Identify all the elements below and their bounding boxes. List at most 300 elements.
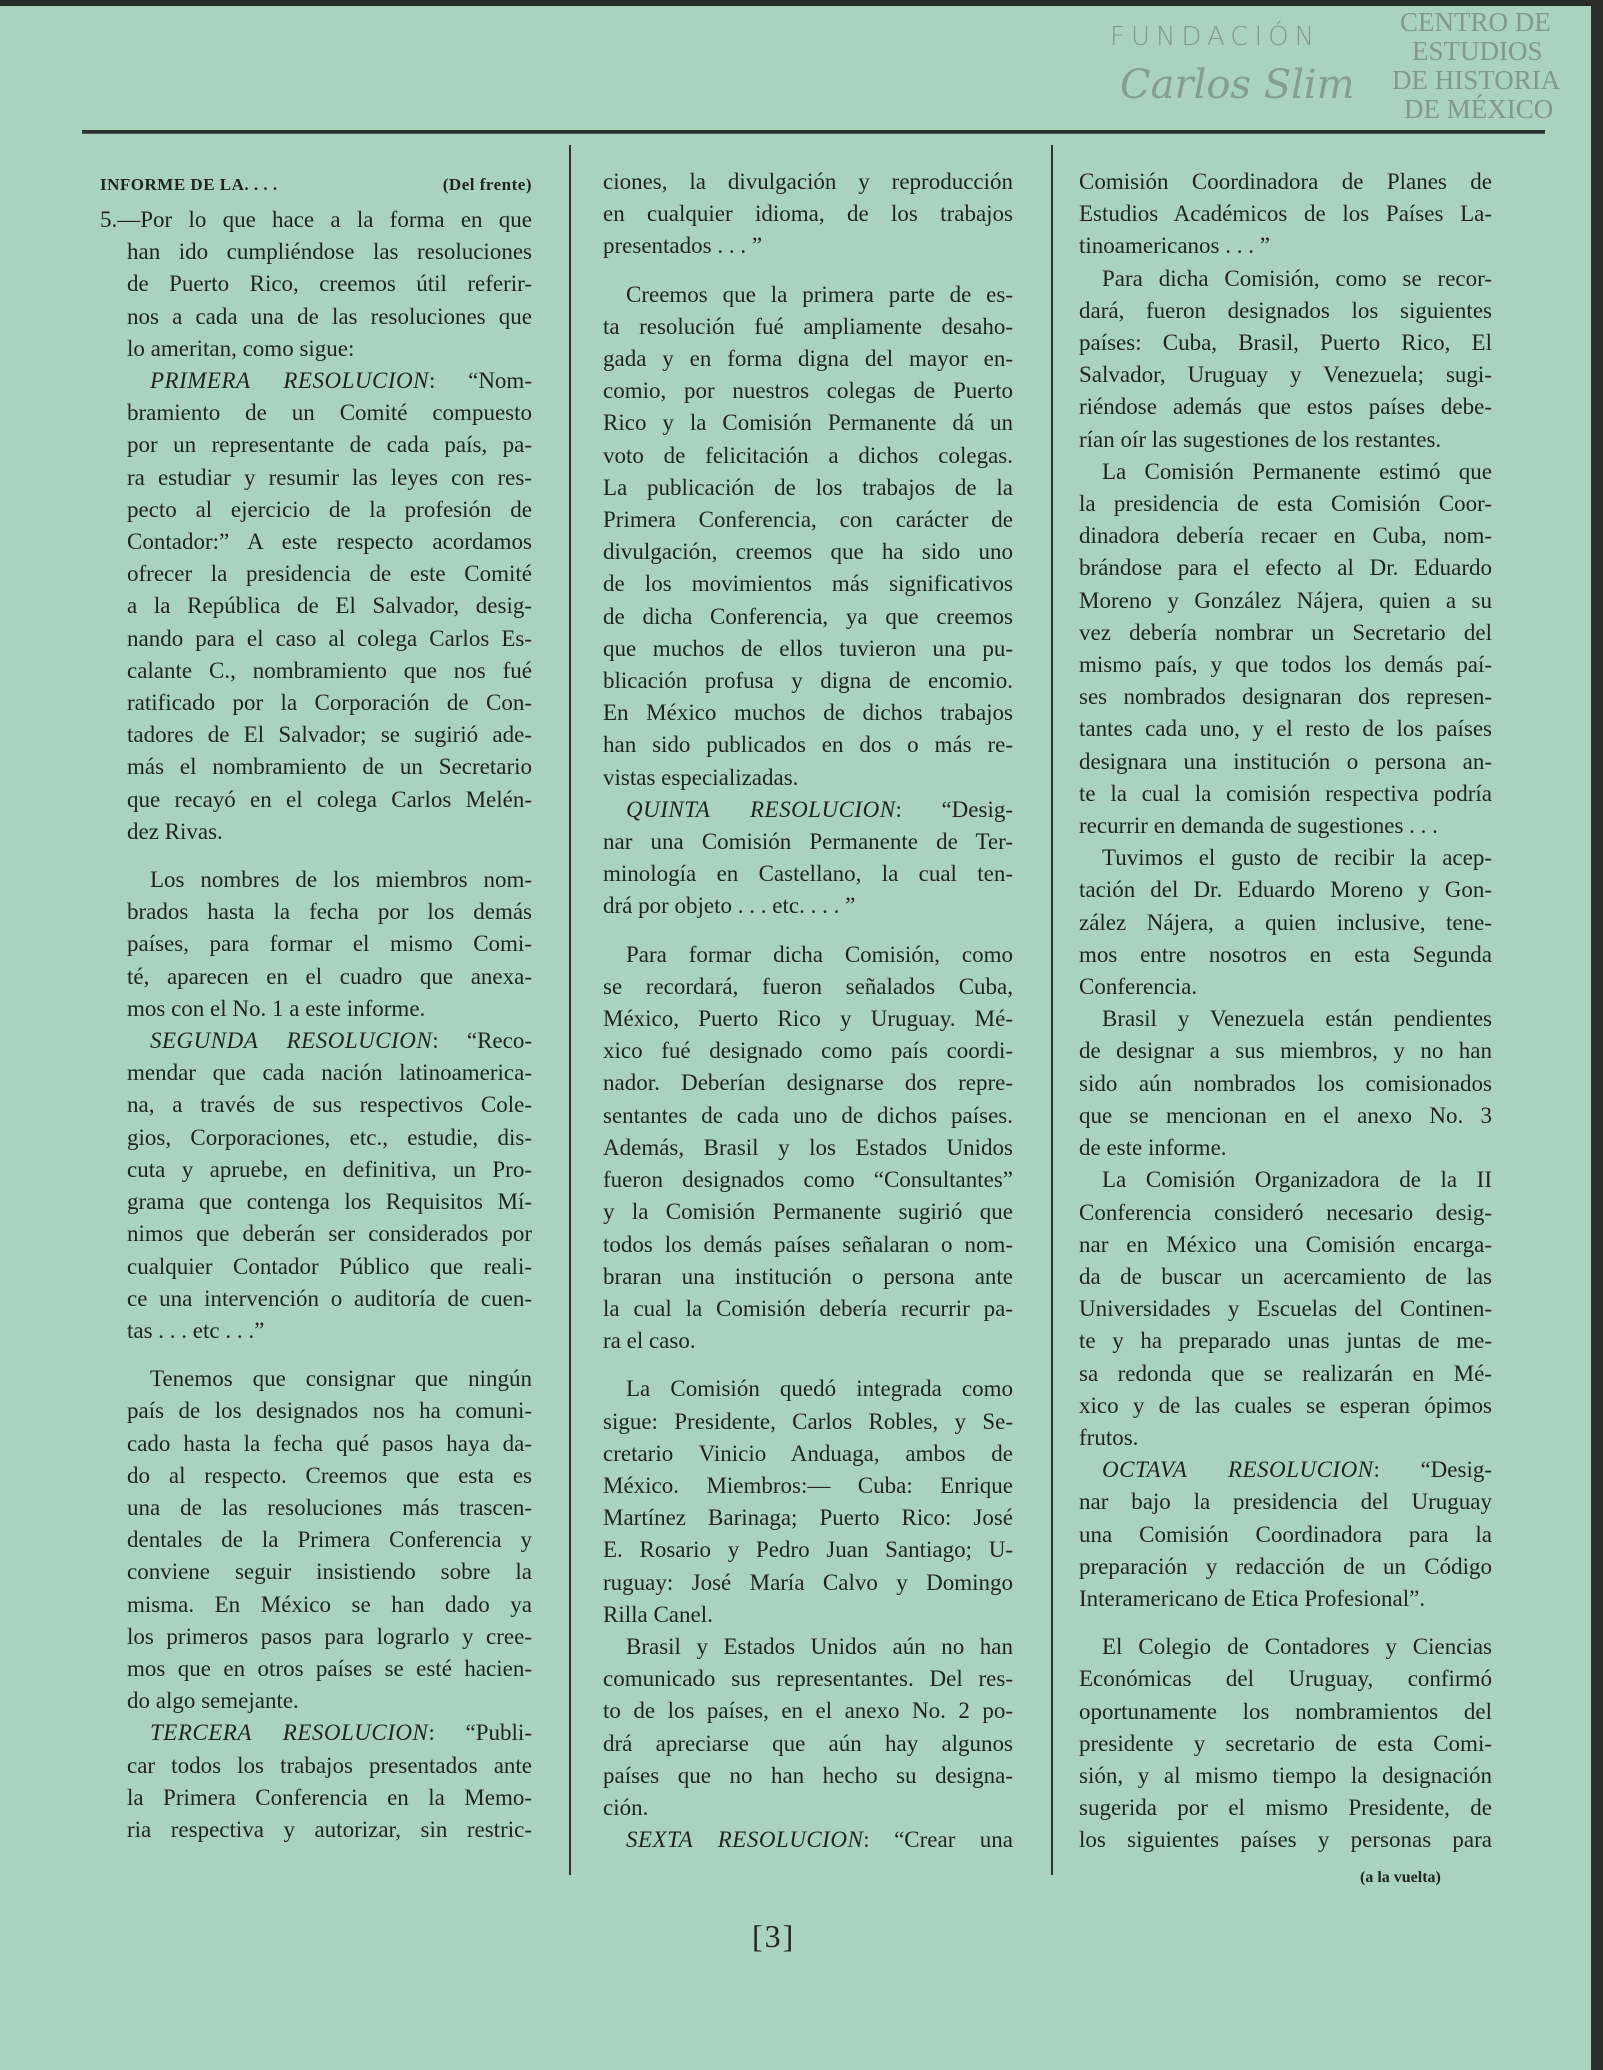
line-text: sentantes de cada uno de dichos países. [603, 1102, 1013, 1128]
text-line [603, 1100, 1013, 1132]
text-line [127, 1363, 532, 1395]
line-text: Tuvimos el gusto de recibir la acep- [1102, 845, 1492, 871]
line-text: tación del Dr. Eduardo Moreno y Gon- [1079, 877, 1492, 903]
line-text: una Comisión Coordinadora para la [1079, 1521, 1492, 1547]
line-text: México, Puerto Rico y Uruguay. Mé- [603, 1006, 1013, 1032]
text-line [603, 971, 1013, 1003]
text-line [1079, 166, 1492, 198]
header-title: INFORME DE LA. . . . [100, 175, 278, 194]
text-line [1079, 971, 1492, 1003]
text-line [603, 198, 1013, 230]
line-text: países, para formar el mismo Comi- [127, 931, 532, 957]
header-rule [82, 130, 1545, 134]
line-text: una de las resoluciones más trascen- [127, 1494, 532, 1520]
line-text: nador. Deberían designarse dos repre- [603, 1070, 1013, 1096]
text-line [603, 1196, 1013, 1228]
paragraph [1079, 456, 1492, 842]
line-text: que recayó en el colega Carlos Melén- [127, 786, 532, 812]
scan-edge [1591, 0, 1603, 2070]
line-text: to de los países, en el anexo No. 2 po- [603, 1698, 1013, 1724]
watermark-line: CENTRO DE [1400, 7, 1551, 37]
text-line [603, 762, 1013, 794]
line-text: Martínez Barinaga; Puerto Rico: José [603, 1505, 1013, 1531]
text-line [603, 1261, 1013, 1293]
line-text: Salvador, Uruguay y Venezuela; sugi- [1079, 362, 1492, 388]
paragraph [603, 939, 1013, 1358]
paragraph [1079, 1454, 1492, 1615]
line-text: Rico y la Comisión Permanente dá un [603, 410, 1013, 436]
text-line [127, 993, 532, 1025]
line-text: mos entre nosotros en esta Segunda [1079, 941, 1492, 967]
line-text: ción. [603, 1794, 649, 1820]
line-text: Moreno y González Nájera, quien a su [1079, 587, 1492, 613]
paragraph [1079, 1631, 1492, 1856]
line-text: todos los demás países señalaran o nom- [603, 1231, 1013, 1257]
line-text: frutos. [1079, 1424, 1139, 1450]
line-text: de este informe. [1079, 1135, 1227, 1161]
text-line [1079, 1696, 1492, 1728]
text-line [1079, 295, 1492, 327]
text-line [1079, 1631, 1492, 1663]
text-line [603, 1792, 1013, 1824]
paragraph [603, 1373, 1013, 1631]
text-line [1079, 552, 1492, 584]
text-line [127, 751, 532, 783]
paragraph [603, 1824, 1013, 1856]
line-text: han sido publicados en dos o más re- [603, 732, 1013, 758]
text-line [603, 1067, 1013, 1099]
text-line [1079, 681, 1492, 713]
text-line [1079, 939, 1492, 971]
text-line [1079, 1486, 1492, 1518]
line-text: comio, por nuestros colegas de Puerto [603, 378, 1013, 404]
page-number: [3] [752, 1918, 796, 1954]
watermark-line: DE MÉXICO [1404, 94, 1554, 124]
paragraph [1079, 263, 1492, 456]
column-3 [1079, 166, 1492, 1857]
text-line [1079, 1824, 1492, 1856]
line-text: que se mencionan en el anexo No. 3 [1079, 1102, 1492, 1128]
text-line [1079, 907, 1492, 939]
text-line [1079, 1325, 1492, 1357]
resolution-heading: SEGUNDA RESOLUCION [150, 1028, 433, 1054]
paragraph [127, 365, 532, 848]
text-line [127, 1186, 532, 1218]
text-line [127, 1025, 532, 1057]
line-text: ofrecer la presidencia de este Comité [127, 561, 532, 587]
text-line [127, 1395, 532, 1427]
column-2 [603, 166, 1013, 1856]
line-text: gios, Corporaciones, etc., estudie, dis- [127, 1124, 532, 1150]
line-text: ta resolución fué ampliamente desaho- [603, 313, 1013, 339]
text-line [603, 440, 1013, 472]
text-line [603, 407, 1013, 439]
text-line [127, 1524, 532, 1556]
line-text: blicación profusa y digna de encomio. [603, 668, 1013, 694]
line-text: países que no han hecho su designa- [603, 1762, 1013, 1788]
line-text: do al respecto. Creemos que esta es [127, 1462, 532, 1488]
line-text: mismo país, y que todos los demás paí- [1079, 652, 1492, 678]
paragraph [1079, 1164, 1492, 1454]
line-text: Primera Conferencia, con carácter de [603, 507, 1013, 533]
text-line [127, 1814, 532, 1846]
line-text: te y ha preparado unas juntas de me- [1079, 1328, 1492, 1354]
line-text: más el nombramiento de un Secretario [127, 754, 532, 780]
text-line [1079, 713, 1492, 745]
resolution-heading: PRIMERA RESOLUCION [150, 368, 429, 394]
scan-edge [0, 0, 1603, 6]
line-text: fueron designados como “Consultantes” [603, 1167, 1013, 1193]
line-text: comunicado sus representantes. Del res- [603, 1666, 1013, 1692]
text-line [1079, 1261, 1492, 1293]
line-text: países: Cuba, Brasil, Puerto Rico, El [1079, 330, 1492, 356]
line-text: tas . . . etc . . .” [127, 1317, 265, 1343]
line-text: : “Desig- [1373, 1457, 1492, 1483]
paragraph [100, 204, 532, 365]
line-text: ciones, la divulgación y reproducción [603, 169, 1013, 194]
text-line [603, 166, 1013, 198]
text-line [1079, 520, 1492, 552]
text-line [1079, 230, 1492, 262]
paragraph [603, 166, 1013, 263]
text-line [1079, 649, 1492, 681]
text-line [127, 1685, 532, 1717]
line-text: ra el caso. [603, 1328, 696, 1354]
line-text: Tenemos que consignar que ningún [150, 1366, 532, 1392]
line-text: nimos que deberán ser considerados por [127, 1221, 532, 1247]
line-text: misma. En México se han dado ya [127, 1591, 532, 1617]
line-text: brados hasta la fecha por los demás [127, 899, 532, 925]
text-line [127, 268, 532, 300]
line-text: tinoamericanos . . . ” [1079, 233, 1270, 259]
text-line [127, 961, 532, 993]
line-text: nando para el caso al colega Carlos Es- [127, 625, 532, 651]
text-line [127, 462, 532, 494]
text-line [603, 1567, 1013, 1599]
line-text: sión, y al mismo tiempo la designación [1079, 1762, 1492, 1788]
line-text: han ido cumpliéndose las resoluciones [127, 239, 532, 265]
line-text: xico fué designado como país coordi- [603, 1038, 1013, 1064]
paragraph [1079, 1003, 1492, 1164]
line-text: por un representante de cada país, pa- [127, 432, 532, 458]
text-line [127, 1428, 532, 1460]
text-line [603, 1663, 1013, 1695]
line-text: nar en México una Comisión encarga- [1079, 1231, 1492, 1257]
text-line [1079, 198, 1492, 230]
line-text: Universidades y Escuelas del Continen- [1079, 1296, 1492, 1322]
text-line [603, 890, 1013, 922]
text-line [1079, 1132, 1492, 1164]
text-line [603, 1824, 1013, 1856]
line-text: sugerida por el mismo Presidente, de [1079, 1795, 1492, 1821]
line-text: xico y de las cuales se esperan ópimos [1079, 1392, 1492, 1418]
line-text: drá apreciarse que aún hay algunos [603, 1730, 1013, 1756]
text-line [603, 311, 1013, 343]
line-text: de dicha Conferencia, ya que creemos [603, 603, 1013, 629]
line-text: sido aún nombrados los comisionados [1079, 1070, 1492, 1096]
line-text: riéndose además que estos países debe- [1079, 394, 1492, 420]
text-line [1079, 1454, 1492, 1486]
line-text: La Comisión quedó integrada como [626, 1376, 1013, 1402]
line-text: La publicación de los trabajos de la [603, 474, 1013, 500]
column-1 [100, 166, 532, 1846]
line-text: y la Comisión Permanente sugirió que [603, 1199, 1013, 1225]
line-text: : “Reco- [432, 1028, 532, 1054]
text-line [1079, 359, 1492, 391]
text-line [127, 864, 532, 896]
text-line [603, 536, 1013, 568]
text-line [1079, 1003, 1492, 1035]
text-line [127, 1717, 532, 1749]
text-line [603, 504, 1013, 536]
line-text: Creemos que la primera parte de es- [626, 281, 1013, 307]
text-line [603, 858, 1013, 890]
paragraph [127, 1363, 532, 1717]
line-text: en cualquier idioma, de los trabajos [603, 201, 1013, 227]
text-line [603, 601, 1013, 633]
text-line [1079, 1792, 1492, 1824]
line-text: pecto al ejercicio de la profesión de [127, 496, 532, 522]
text-line [1079, 1358, 1492, 1390]
text-line [1079, 874, 1492, 906]
text-line [127, 1251, 532, 1283]
resolution-heading: OCTAVA RESOLUCION [1102, 1457, 1374, 1483]
line-text: braran una institución o persona ante [603, 1263, 1013, 1289]
header-from-front: (Del frente) [442, 175, 532, 194]
text-line [1079, 263, 1492, 295]
text-line [603, 1325, 1013, 1357]
line-text: ruguay: José María Calvo y Domingo [603, 1569, 1013, 1595]
text-line [1079, 391, 1492, 423]
line-text: a la República de El Salvador, desig- [127, 593, 532, 619]
text-line [127, 896, 532, 928]
text-line [1079, 1519, 1492, 1551]
text-line [127, 590, 532, 622]
line-text: Económicas del Uruguay, confirmó [1079, 1666, 1492, 1692]
line-text: cuta y apruebe, en definitiva, un Pro- [127, 1156, 532, 1182]
line-text: grama que contenga los Requisitos Mí- [127, 1189, 532, 1215]
line-text: los siguientes países y personas para [1079, 1827, 1492, 1853]
text-line [1079, 1197, 1492, 1229]
text-line [127, 1492, 532, 1524]
line-text: Para formar dicha Comisión, como [626, 941, 1013, 967]
line-text: 5.—Por lo que hace a la forma en que [100, 207, 532, 232]
line-text: la presidencia de esta Comisión Coor- [1079, 491, 1492, 517]
text-line [1079, 1583, 1492, 1615]
text-line [1079, 1760, 1492, 1792]
column-divider [569, 145, 571, 1875]
text-line [1079, 1164, 1492, 1196]
text-line [1079, 1390, 1492, 1422]
line-text: oportunamente los nombramientos del [1079, 1698, 1492, 1724]
text-line [1079, 778, 1492, 810]
line-text: : “Publi- [428, 1720, 532, 1746]
text-line [1079, 810, 1492, 842]
text-line [127, 719, 532, 751]
line-text: ra estudiar y resumir las leyes con res- [127, 464, 532, 490]
text-line [127, 928, 532, 960]
paragraph [603, 794, 1013, 923]
line-text: ratificado por la Corporación de Con- [127, 690, 532, 716]
text-line [603, 1760, 1013, 1792]
text-line [603, 1728, 1013, 1760]
line-text: mendar que cada nación latinoamerica- [127, 1060, 532, 1086]
text-line [603, 1373, 1013, 1405]
paragraph [1079, 842, 1492, 1003]
paragraph [127, 1717, 532, 1846]
resolution-heading: SEXTA RESOLUCION [626, 1827, 864, 1853]
text-line [603, 1695, 1013, 1727]
text-line [1079, 1293, 1492, 1325]
text-line [1079, 1728, 1492, 1760]
text-line [1079, 1229, 1492, 1261]
watermark-foundation: FUNDACIÓN [1110, 22, 1321, 52]
text-line [127, 1782, 532, 1814]
line-text: nos a cada una de las resoluciones que [127, 303, 532, 329]
paragraph [603, 1631, 1013, 1824]
paragraph [127, 1025, 532, 1347]
line-text: minología en Castellano, la cual ten- [603, 861, 1013, 887]
paragraph [603, 279, 1013, 794]
text-line [603, 697, 1013, 729]
text-line [1079, 746, 1492, 778]
watermark-signature: Carlos Slim [1120, 62, 1355, 108]
column-divider [1051, 145, 1053, 1875]
text-line [603, 826, 1013, 858]
line-text: conviene seguir insistiendo sobre la [127, 1559, 532, 1585]
line-text: la cual la Comisión debería recurrir pa- [603, 1295, 1013, 1321]
text-line [127, 784, 532, 816]
line-text: Contador:” A este respecto acordamos [127, 529, 532, 555]
line-text: preparación y redacción de un Código [1079, 1553, 1492, 1579]
resolution-heading: TERCERA RESOLUCION [150, 1720, 429, 1746]
line-text: : “Nom- [428, 368, 532, 394]
line-text: Comisión Coordinadora de Planes de [1079, 169, 1492, 194]
text-line [603, 1003, 1013, 1035]
text-line [603, 568, 1013, 600]
line-text: la Primera Conferencia en la Memo- [127, 1784, 532, 1810]
text-line [603, 279, 1013, 311]
line-text: de Puerto Rico, creemos útil referir- [127, 271, 532, 297]
text-line [127, 1057, 532, 1089]
line-text: ria respectiva y autorizar, sin restric- [127, 1816, 532, 1842]
paragraph [127, 864, 532, 1025]
line-text: sigue: Presidente, Carlos Robles, y Se- [603, 1408, 1013, 1434]
line-text: zález Nájera, a quien inclusive, tene- [1079, 909, 1492, 935]
line-text: de designar a sus miembros, y no han [1079, 1038, 1492, 1064]
line-text: do algo semejante. [127, 1688, 299, 1714]
line-text: Estudios Académicos de los Países La- [1079, 201, 1492, 227]
text-line [1079, 1422, 1492, 1454]
text-line [127, 1315, 532, 1347]
text-line [603, 1164, 1013, 1196]
watermark-line: ESTUDIOS [1412, 36, 1543, 66]
text-line [603, 633, 1013, 665]
text-line [603, 1534, 1013, 1566]
line-text: se recordará, fueron señalados Cuba, [603, 973, 1013, 999]
line-text: dentales de la Primera Conferencia y [127, 1527, 532, 1553]
text-line [127, 301, 532, 333]
line-text: bramiento de un Comité compuesto [127, 400, 532, 426]
line-text: vistas especializadas. [603, 764, 799, 790]
line-text: Los nombres de los miembros nom- [150, 867, 532, 893]
text-line [1079, 617, 1492, 649]
line-text: En México muchos de dichos trabajos [603, 700, 1013, 726]
text-line [127, 494, 532, 526]
line-text: voto de felicitación a dichos colegas. [603, 442, 1013, 468]
line-text: drá por objeto . . . etc. . . . ” [603, 893, 856, 919]
text-line [127, 1589, 532, 1621]
line-text: E. Rosario y Pedro Juan Santiago; U- [603, 1537, 1013, 1563]
text-line [603, 1293, 1013, 1325]
text-line [127, 558, 532, 590]
text-line [127, 1556, 532, 1588]
text-line [127, 333, 532, 365]
line-text: país de los designados nos ha comuni- [127, 1398, 532, 1424]
line-text: Conferencia consideró necesario desig- [1079, 1199, 1492, 1225]
text-line [127, 1089, 532, 1121]
line-text: té, aparecen en el cuadro que anexa- [127, 963, 532, 989]
text-line [603, 1406, 1013, 1438]
line-text: los primeros pasos para lograrlo y cree- [127, 1623, 532, 1649]
line-text: da de buscar un acercamiento de las [1079, 1263, 1492, 1289]
line-text: car todos los trabajos presentados ante [127, 1752, 532, 1778]
text-line [127, 816, 532, 848]
text-line [603, 1035, 1013, 1067]
text-line [1079, 327, 1492, 359]
line-text: nar una Comisión Permanente de Ter- [603, 829, 1013, 855]
text-line [127, 526, 532, 558]
text-line [127, 1621, 532, 1653]
line-text: ce una intervención o auditoría de cuen- [127, 1285, 532, 1311]
text-line [100, 204, 532, 236]
text-line [127, 623, 532, 655]
line-text: tantes cada uno, y el resto de los países [1079, 716, 1492, 742]
line-text: presidente y secretario de esta Comi- [1079, 1730, 1492, 1756]
text-line [603, 1132, 1013, 1164]
text-line [127, 1653, 532, 1685]
text-line [603, 665, 1013, 697]
text-line [1079, 488, 1492, 520]
continuation-header [100, 166, 532, 204]
line-text: calante C., nombramiento que nos fué [127, 657, 532, 683]
line-text: La Comisión Organizadora de la II [1102, 1167, 1492, 1193]
line-text: Para dicha Comisión, como se recor- [1102, 265, 1492, 291]
text-line [603, 1631, 1013, 1663]
text-line [127, 1750, 532, 1782]
text-line [1079, 1551, 1492, 1583]
line-text: brándose para el efecto al Dr. Eduardo [1079, 555, 1492, 581]
text-line [603, 375, 1013, 407]
text-line [603, 230, 1013, 262]
line-text: cretario Vinicio Anduaga, ambos de [603, 1440, 1013, 1466]
text-line [127, 687, 532, 719]
line-text: cualquier Contador Público que reali- [127, 1253, 532, 1279]
line-text: Interamericano de Etica Profesional”. [1079, 1585, 1426, 1611]
line-text: nar bajo la presidencia del Uruguay [1079, 1489, 1492, 1515]
line-text: El Colegio de Contadores y Ciencias [1102, 1634, 1492, 1660]
line-text: rían oír las sugestiones de los restantes. [1079, 426, 1442, 452]
line-text: mos con el No. 1 a este informe. [127, 995, 426, 1021]
text-line [603, 1470, 1013, 1502]
line-text: lo ameritan, como sigue: [127, 335, 355, 361]
line-text: recurrir en demanda de sugestiones . . . [1079, 813, 1438, 839]
text-line [127, 1283, 532, 1315]
continued-note: (a la vuelta) [1360, 1869, 1441, 1886]
line-text: mos que en otros países se esté hacien- [127, 1655, 532, 1681]
line-text: México. Miembros:— Cuba: Enrique [603, 1472, 1013, 1498]
line-text: presentados . . . ” [603, 233, 763, 259]
